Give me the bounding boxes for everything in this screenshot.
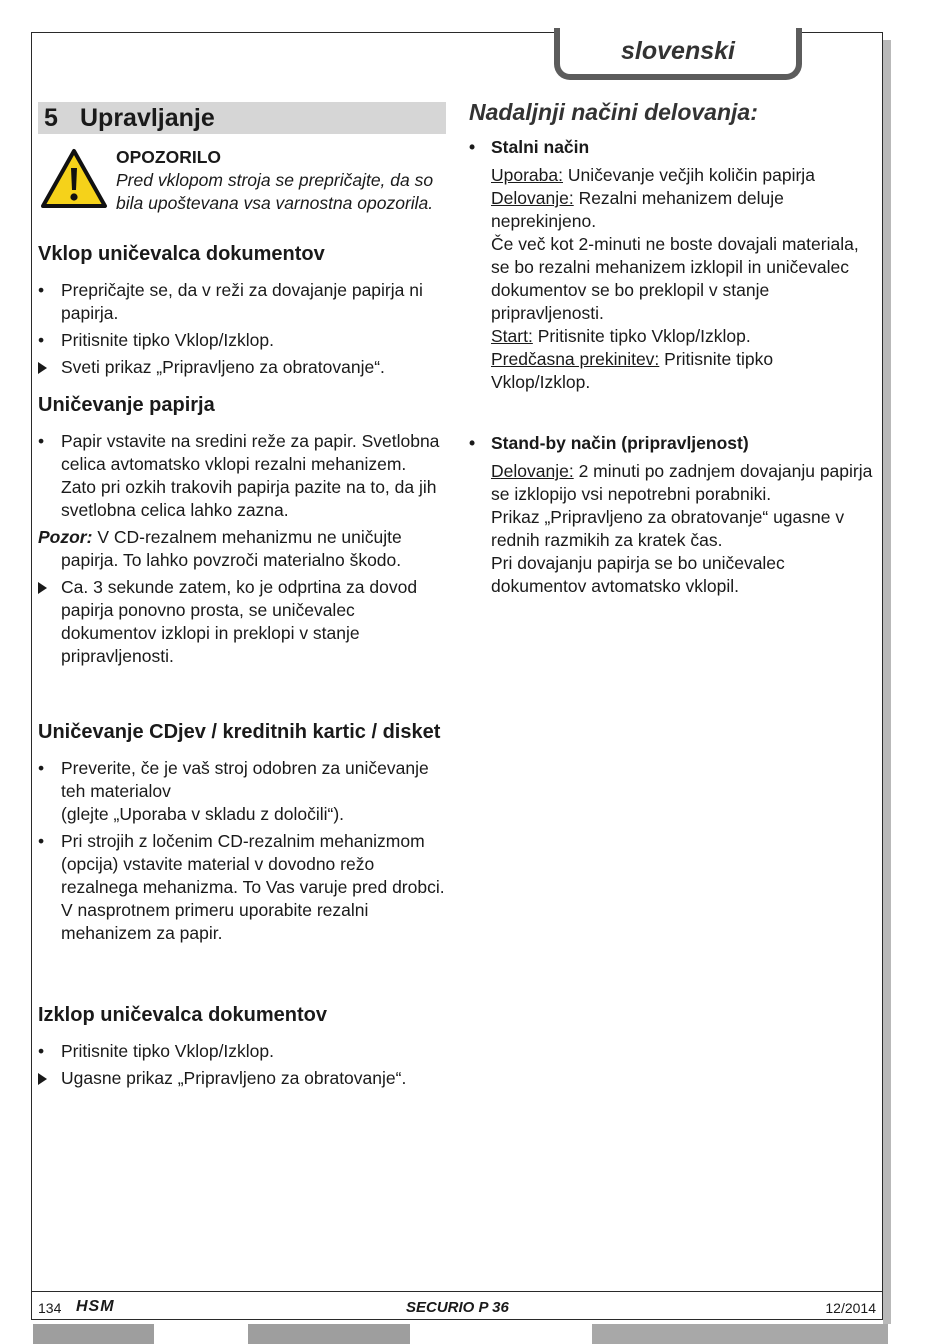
heading-switch-on: Vklop uničevalca dokumentov (38, 243, 325, 265)
list-item-text: Pritisnite tipko Vklop/Izklop. (61, 1041, 275, 1061)
mode-continuous-body (469, 164, 874, 394)
warning-title: OPOZORILO (116, 147, 221, 167)
result-text: Ca. 3 sekunde zatem, ko je odprtina za dovod papirja ponovno prosta, se uničevalec dokumentov izklopi in preklopi v stanje pripravljenosti. (61, 577, 418, 666)
frame-shadow (883, 40, 891, 1324)
right-heading: Nadaljnji načini delovanja: (469, 99, 758, 125)
result-text: Sveti prikaz „Pripravljeno za obratovanje“. (61, 357, 385, 377)
list-item-text: Papir vstavite na sredini reže za papir. Svetlobna celica avtomatsko vklopi rezalni mehanizem. Zato pri ozkih trakovih papirja pazite na to, da jih svetlobna celica lahko zazna. (61, 431, 440, 520)
bottom-bar (33, 1324, 154, 1344)
result-item (38, 356, 446, 379)
bullet: • (469, 433, 476, 453)
result-item (38, 1067, 446, 1090)
list-item-text: Pri strojih z ločenim CD-rezalnim mehanizmom (opcija) vstavite material v dovodno režo rezalnega mehanizma. To Vas varuje pred drobci. V nasprotnem primeru uporabite rezalni mehanizem za papir. (61, 831, 445, 943)
list-item (38, 329, 446, 352)
bullet: • (38, 758, 45, 778)
operation-label: Delovanje: (491, 461, 574, 481)
caution-note (38, 526, 446, 572)
section-heading (38, 102, 446, 134)
result-item (38, 576, 446, 668)
result-text: Ugasne prikaz „Pripravljeno za obratovanje“. (61, 1068, 407, 1088)
mode-title: Stand-by način (pripravljenost) (491, 433, 749, 453)
operation-label: Delovanje: (491, 188, 574, 208)
bullet: • (38, 1041, 45, 1061)
mode-title: Stalni način (491, 137, 590, 157)
warning-icon (40, 148, 108, 210)
bottom-bar (592, 1324, 888, 1344)
language-label: slovenski (621, 36, 735, 65)
section-title: Upravljanje (80, 104, 215, 132)
heading-shred-cds: Uničevanje CDjev / kreditnih kartic / disket (38, 721, 441, 743)
operation-extra: Če več kot 2-minuti ne boste dovajali materiala, se bo rezalni mehanizem izklopil in uničevalec dokumentov se bo preklopil v stanje pripravljenosti. (491, 234, 859, 323)
right-column (469, 98, 874, 598)
start-text: Pritisnite tipko Vklop/Izklop. (532, 326, 751, 346)
arrow-right-icon (38, 362, 47, 374)
bottom-bar (248, 1324, 410, 1344)
mode-standby (469, 432, 874, 455)
list-item (38, 279, 446, 325)
mode-standby-body (469, 460, 874, 598)
start-label: Start: (491, 326, 533, 346)
bullet: • (38, 330, 45, 350)
list-item-text: Prepričajte se, da v reži za dovajanje papirja ni papirja. (61, 280, 423, 323)
bullet: • (469, 137, 476, 157)
mode-continuous (469, 136, 874, 159)
bullet: • (38, 431, 45, 451)
bullet: • (38, 831, 45, 851)
edition-date: 12/2014 (825, 1300, 876, 1316)
standby-text: Prikaz „Pripravljeno za obratovanje“ ugasne v rednih razmikih za kratek čas. (491, 507, 845, 550)
arrow-right-icon (38, 582, 47, 594)
warning-box (38, 146, 446, 226)
warning-text: Pred vklopom stroja se prepričajte, da so bila upoštevana vsa varnostna opozorila. (116, 170, 434, 213)
language-tab (554, 28, 802, 80)
page-number: 134 (38, 1300, 62, 1316)
footer-divider (31, 1291, 883, 1292)
standby-text: Pri dovajanju papirja se bo uničevalec dokumentov avtomatsko vklopil. (491, 553, 785, 596)
arrow-right-icon (38, 1073, 47, 1085)
footer (38, 1299, 876, 1319)
caution-label: Pozor: (38, 527, 93, 547)
section-number: 5 (44, 104, 58, 132)
stop-label: Predčasna prekinitev: (491, 349, 660, 369)
list-item-text: (glejte „Uporaba v skladu z določili“). (61, 804, 345, 824)
operation-text: 2 minuti po zadnjem dovajanju papirja se izklopijo vsi nepotrebni porabniki. (491, 461, 873, 504)
list-item-text: Preverite, če je vaš stroj odobren za uničevanje teh materialov (61, 758, 429, 801)
brand-logo: HSM (76, 1298, 115, 1315)
caution-text: V CD-rezalnem mehanizmu ne uničujte papirja. To lahko povzroči materialno škodo. (61, 527, 402, 570)
operation-text: Rezalni mehanizem deluje neprekinjeno. (491, 188, 784, 231)
product-name: SECURIO P 36 (406, 1299, 509, 1316)
list-item (38, 830, 446, 945)
list-item (38, 430, 446, 522)
left-column (38, 102, 446, 1094)
list-item-text: Pritisnite tipko Vklop/Izklop. (61, 330, 275, 350)
bullet: • (38, 280, 45, 300)
list-item (38, 757, 446, 826)
list-item (38, 1040, 446, 1063)
heading-shred-paper: Uničevanje papirja (38, 394, 215, 416)
stop-text: Pritisnite tipko Vklop/Izklop. (491, 349, 774, 392)
heading-switch-off: Izklop uničevalca dokumentov (38, 1004, 327, 1026)
use-label: Uporaba: (491, 165, 563, 185)
use-text: Uničevanje večjih količin papirja (563, 165, 815, 185)
